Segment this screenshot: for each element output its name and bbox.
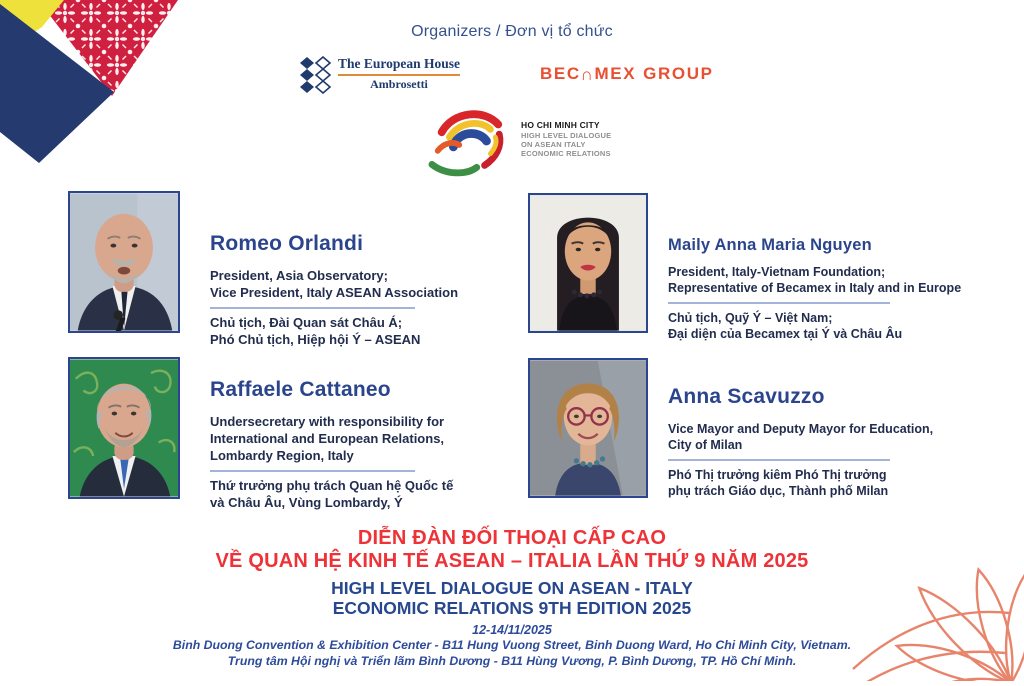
speaker-card-anna-scavuzzo <box>668 385 978 499</box>
speaker-title-en: Vice President, Italy ASEAN Association <box>210 284 459 300</box>
becamex-arch-icon: ∩ <box>580 65 595 84</box>
event-swirl-icon <box>424 103 512 181</box>
organizers-label: Organizers / Đơn vị tổ chức <box>411 23 613 40</box>
speaker-name: Anna Scavuzzo <box>668 385 825 408</box>
event-title-en-line2: ECONOMIC RELATIONS 9TH EDITION 2025 <box>332 597 692 618</box>
speaker-title-vi: Phó Thị trưởng kiêm Phó Thị trưởng <box>668 467 887 482</box>
speaker-photo-raffaele-cattaneo <box>68 357 180 499</box>
event-logo-line: HIGH LEVEL DIALOGUE <box>521 130 612 140</box>
speaker-card-romeo-orlandi <box>210 232 460 349</box>
speaker-name: Maily Anna Maria Nguyen <box>668 236 872 254</box>
divider <box>210 307 415 309</box>
event-logo-text <box>521 120 631 159</box>
divider <box>210 470 415 472</box>
speaker-title-vi: Chủ tịch, Đài Quan sát Châu Á; <box>210 314 403 330</box>
speaker-title-vi: Đại diện của Becamex tại Ý và Châu Âu <box>668 326 903 341</box>
becamex-pre: BEC <box>540 64 581 83</box>
event-logo-city: HO CHI MINH CITY <box>521 120 600 130</box>
speaker-title-en: President, Asia Observatory; <box>210 268 388 284</box>
speaker-title-en: President, Italy-Vietnam Foundation; <box>668 265 886 280</box>
event-venue-vi: Trung tâm Hội nghị và Triển lãm Bình Dương - B11 Hùng Vương, P. Bình Dương, TP. Hồ Chí Minh. <box>227 654 797 669</box>
speaker-title-en: Undersecretary with responsibility for <box>210 414 445 430</box>
speaker-title-en: Representative of Becamex in Italy and in Europe <box>668 281 962 296</box>
event-logo-line: ON ASEAN ITALY <box>521 140 586 149</box>
speaker-title-vi: và Châu Âu, Vùng Lombardy, Ý <box>210 494 403 510</box>
event-logo <box>424 103 512 186</box>
event-title-vi-line1: DIỄN ĐÀN ĐỐI THOẠI CẤP CAO <box>357 527 667 549</box>
speaker-title-en: City of Milan <box>668 438 743 453</box>
speaker-photo-romeo-orlandi <box>68 191 180 333</box>
becamex-group-logo <box>540 64 714 84</box>
speaker-title-en: Vice Mayor and Deputy Mayor for Education, <box>668 422 934 437</box>
speaker-title-en: Lombardy Region, Italy <box>210 447 354 463</box>
speaker-photo-anna-scavuzzo <box>528 358 648 498</box>
speaker-title-en: International and European Relations, <box>210 430 445 446</box>
ambrosetti-name: Ambrosetti <box>370 77 428 91</box>
footer <box>0 527 1024 670</box>
speaker-title-vi: Phó Chủ tịch, Hiệp hội Ý – ASEAN <box>210 331 421 347</box>
event-title-vi-line2: VỀ QUAN HỆ KINH TẾ ASEAN – ITALIA LẦN THỨ 9 NĂM 2025 <box>215 549 809 572</box>
speaker-title-vi: Chủ tịch, Quỹ Ý – Việt Nam; <box>668 310 833 325</box>
speaker-photo-maily-nguyen <box>528 193 648 333</box>
speaker-name: Romeo Orlandi <box>210 232 364 255</box>
european-house-logo-icon <box>298 56 332 94</box>
event-title-en-line1: HIGH LEVEL DIALOGUE ON ASEAN - ITALY <box>331 577 693 598</box>
speaker-card-raffaele-cattaneo <box>210 378 460 512</box>
european-house-wordmark <box>338 56 460 92</box>
becamex-suffix: GROUP <box>643 64 714 83</box>
european-house-logo <box>298 56 460 94</box>
speaker-title-vi: Thứ trưởng phụ trách Quan hệ Quốc tế <box>210 477 454 493</box>
divider <box>668 302 890 304</box>
speaker-card-maily-nguyen <box>668 236 978 342</box>
event-venue-en: Binh Duong Convention & Exhibition Center - B11 Hung Vuong Street, Binh Duong Ward, Ho Chi Minh City, Vietnam. <box>172 638 852 653</box>
becamex-post: MEX <box>594 64 637 83</box>
european-house-name: The European House <box>338 56 460 76</box>
speaker-name: Raffaele Cattaneo <box>210 378 391 401</box>
event-logo-line: ECONOMIC RELATIONS <box>521 149 611 159</box>
divider <box>668 459 890 461</box>
speaker-title-vi: phụ trách Giáo dục, Thành phố Milan <box>668 483 889 498</box>
event-date: 12-14/11/2025 <box>472 623 552 638</box>
